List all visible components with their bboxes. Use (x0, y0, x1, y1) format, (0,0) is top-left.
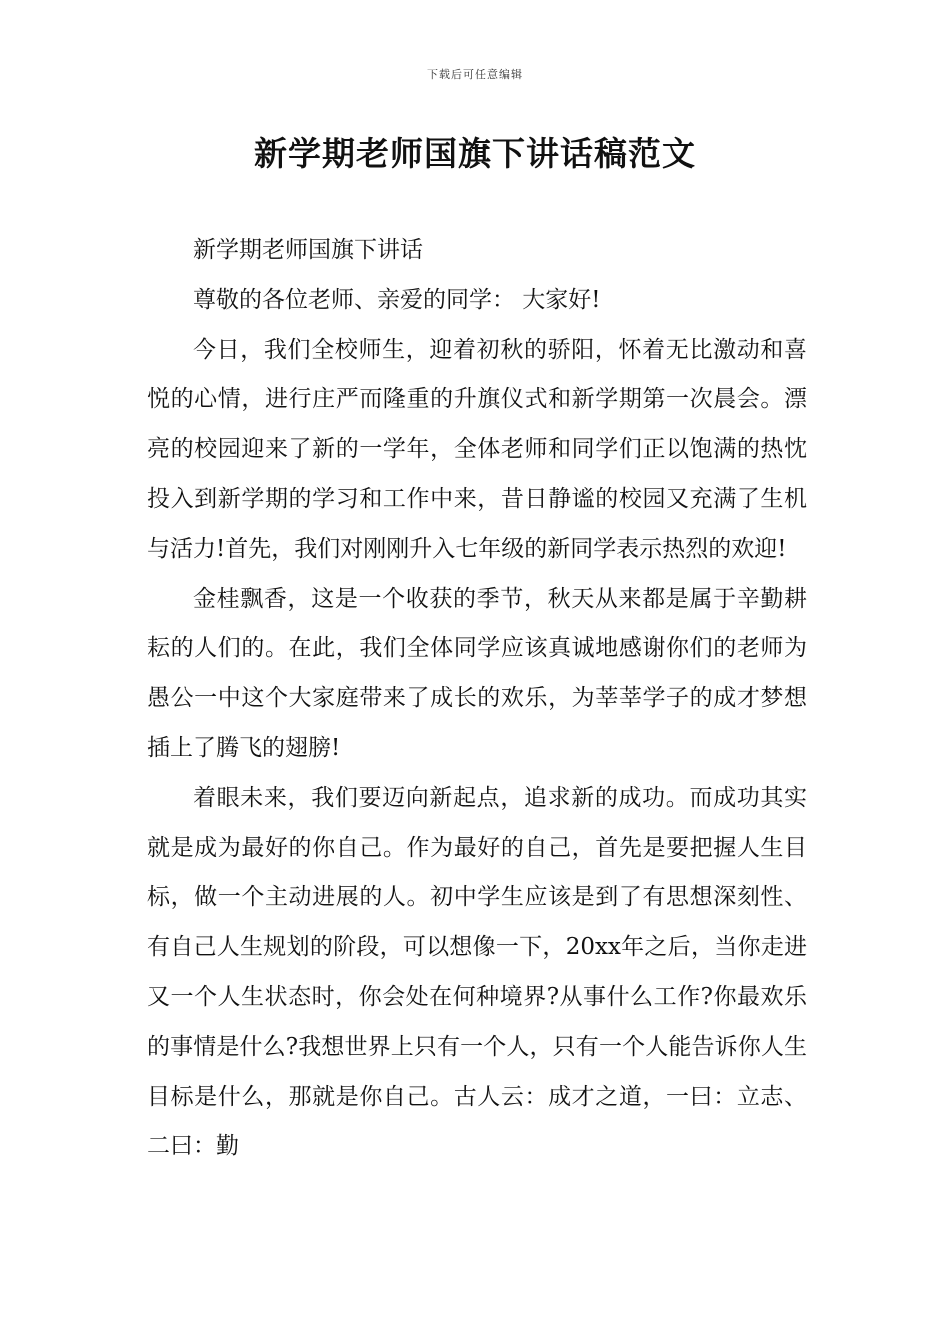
page-header-note: 下载后可任意编辑 (427, 68, 523, 81)
paragraph-subtitle: 新学期老师国旗下讲话 (193, 237, 423, 263)
paragraph-future: 着眼未来，我们要迈向新起点，追求新的成功。而成功其实就是成为最好的你自己。作为最好的自己，首先是要把握人生目标，做一个主动进展的人。初中学生应该是到了有思想深刻性、有自己人生规划的阶段，可以想像一下，20xx年之后，当你走进又一个人生状态时，你会处在何种境界?从事什么工作?你最欢乐的事情是什么?我想世界上只有一个人，只有一个人能告诉你人生目标是什么，那就是你自己。古人云：成才之道，一曰：立志、二曰：勤 (147, 784, 807, 1160)
paragraph-autumn: 金桂飘香，这是一个收获的季节，秋天从来都是属于辛勤耕耘的人们的。在此，我们全体同学应该真诚地感谢你们的老师为愚公一中这个大家庭带来了成长的欢乐，为莘莘学子的成才梦想插上了腾飞的翅膀! (147, 585, 807, 761)
paragraph-opening: 今日，我们全校师生，迎着初秋的骄阳，怀着无比激动和喜悦的心情，进行庄严而隆重的升旗仪式和新学期第一次晨会。漂亮的校园迎来了新的一学年，全体老师和同学们正以饱满的热忱投入到新学期的学习和工作中来，昔日静谧的校园又充满了生机与活力!首先，我们对刚刚升入七年级的新同学表示热烈的欢迎! (147, 336, 807, 562)
document-title: 新学期老师国旗下讲话稿范文 (254, 134, 696, 173)
paragraph-salutation: 尊敬的各位老师、亲爱的同学： 大家好! (193, 286, 601, 313)
document-body (147, 226, 807, 1172)
